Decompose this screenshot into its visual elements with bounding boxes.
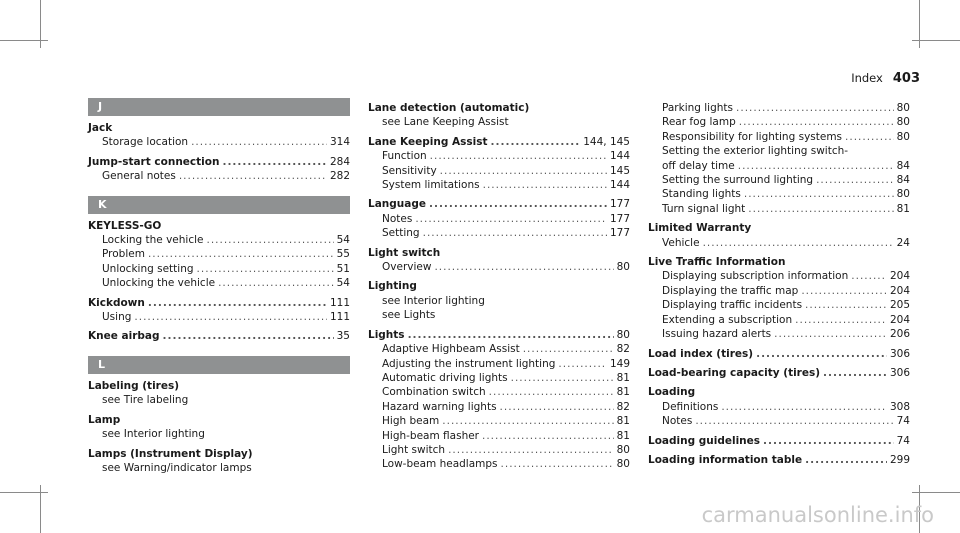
index-entry-lighting: Lighting bbox=[368, 280, 417, 293]
index-subentry: General notes ..... 282 bbox=[88, 169, 350, 183]
crop-mark bbox=[912, 40, 960, 41]
index-entry-knee-airbag: Knee airbag ..... 35 bbox=[88, 329, 350, 343]
watermark: carmanualsonline.info bbox=[701, 503, 934, 527]
index-subentry: Hazard warning lights ..... 82 bbox=[368, 400, 630, 414]
index-entry-loading: Loading bbox=[648, 386, 696, 399]
see-reference: see Lights bbox=[382, 309, 436, 322]
crop-mark bbox=[912, 492, 960, 493]
index-subentry: Sensitivity ..... 145 bbox=[368, 164, 630, 178]
index-entry-lane-keeping-assist: Lane Keeping Assist ..... 144, 145 bbox=[368, 135, 630, 149]
index-subentry: Definitions ..... 308 bbox=[648, 400, 910, 414]
index-entry-load-index: Load index (tires) ..... 306 bbox=[648, 347, 910, 361]
page-header bbox=[851, 71, 920, 86]
index-subentry: Displaying subscription information ..... 204 bbox=[648, 269, 910, 283]
index-column-3 bbox=[648, 101, 910, 467]
index-subentry: Notes ..... 177 bbox=[368, 212, 630, 226]
index-subentry: Turn signal light ..... 81 bbox=[648, 202, 910, 216]
index-entry-kickdown: Kickdown ..... 111 bbox=[88, 296, 350, 310]
index-entry-load-bearing: Load-bearing capacity (tires) ..... 306 bbox=[648, 366, 910, 380]
index-subentry: High beam ..... 81 bbox=[368, 414, 630, 428]
see-reference: see Warning/indicator lamps bbox=[102, 461, 252, 474]
index-subentry: Low-beam headlamps ..... 80 bbox=[368, 457, 630, 471]
index-subentry: Vehicle ..... 24 bbox=[648, 236, 910, 250]
see-reference: see Interior lighting bbox=[382, 294, 485, 307]
see-reference: see Tire labeling bbox=[102, 394, 189, 407]
index-entry-loading-guidelines: Loading guidelines ..... 74 bbox=[648, 434, 910, 448]
index-subentry: Storage location ..... 314 bbox=[88, 135, 350, 149]
index-subentry: Rear fog lamp ..... 80 bbox=[648, 115, 910, 129]
index-subentry-line: Setting the exterior lighting switch- bbox=[662, 145, 849, 158]
index-subentry: off delay time ..... 84 bbox=[648, 159, 910, 173]
crop-mark bbox=[0, 40, 48, 41]
index-subentry: Parking lights ..... 80 bbox=[648, 101, 910, 115]
index-entry-live-traffic: Live Traffic Information bbox=[648, 256, 786, 269]
index-entry-loading-info-table: Loading information table ..... 299 bbox=[648, 453, 910, 467]
crop-mark bbox=[0, 492, 48, 493]
index-entry-lamp: Lamp bbox=[88, 413, 121, 426]
page-number: 403 bbox=[892, 71, 920, 86]
index-subentry: Extending a subscription ..... 204 bbox=[648, 313, 910, 327]
section-header-j: J bbox=[88, 98, 350, 116]
index-column-1 bbox=[88, 98, 350, 475]
index-subentry: Light switch ..... 80 bbox=[368, 443, 630, 457]
index-entry-language: Language ..... 177 bbox=[368, 197, 630, 211]
index-subentry: Unlocking the vehicle ..... 54 bbox=[88, 276, 350, 290]
index-subentry: Using ..... 111 bbox=[88, 310, 350, 324]
index-subentry: Locking the vehicle ..... 54 bbox=[88, 233, 350, 247]
index-subentry: Displaying the traffic map ..... 204 bbox=[648, 284, 910, 298]
index-subentry: Displaying traffic incidents ..... 205 bbox=[648, 298, 910, 312]
index-subentry: Notes ..... 74 bbox=[648, 414, 910, 428]
index-subentry: Function ..... 144 bbox=[368, 149, 630, 163]
see-reference: see Interior lighting bbox=[102, 428, 205, 441]
index-entry-lights: Lights ..... 80 bbox=[368, 328, 630, 342]
index-subentry: Combination switch ..... 81 bbox=[368, 385, 630, 399]
index-entry-labeling: Labeling (tires) bbox=[88, 379, 180, 392]
index-subentry: Unlocking setting ..... 51 bbox=[88, 262, 350, 276]
index-column-2 bbox=[368, 101, 630, 472]
index-subentry: Adjusting the instrument lighting ..... 149 bbox=[368, 357, 630, 371]
index-subentry: Automatic driving lights ..... 81 bbox=[368, 371, 630, 385]
index-entry-jump-start: Jump-start connection ..... 284 bbox=[88, 155, 350, 169]
index-subentry: Issuing hazard alerts ..... 206 bbox=[648, 327, 910, 341]
index-subentry: Setting ..... 177 bbox=[368, 226, 630, 240]
section-header-l: L bbox=[88, 356, 350, 374]
index-subentry: High-beam flasher ..... 81 bbox=[368, 429, 630, 443]
index-subentry: Responsibility for lighting systems ..... 80 bbox=[648, 130, 910, 144]
index-entry-limited-warranty: Limited Warranty bbox=[648, 222, 752, 235]
index-subentry: Setting the surround lighting ..... 84 bbox=[648, 173, 910, 187]
index-entry-light-switch: Light switch bbox=[368, 246, 441, 259]
see-reference: see Lane Keeping Assist bbox=[382, 116, 509, 129]
header-title: Index bbox=[851, 71, 883, 85]
index-entry-jack: Jack bbox=[88, 122, 113, 134]
index-entry-keyless-go: KEYLESS-GO bbox=[88, 219, 162, 232]
section-header-k: K bbox=[88, 196, 350, 214]
index-subentry: Standing lights ..... 80 bbox=[648, 187, 910, 201]
index-subentry: Problem ..... 55 bbox=[88, 247, 350, 261]
index-subentry: System limitations ..... 144 bbox=[368, 178, 630, 192]
index-entry-lamps: Lamps (Instrument Display) bbox=[88, 447, 253, 460]
index-subentry: Overview ..... 80 bbox=[368, 260, 630, 274]
index-subentry: Adaptive Highbeam Assist ..... 82 bbox=[368, 342, 630, 356]
index-entry-lane-detection: Lane detection (automatic) bbox=[368, 102, 530, 114]
